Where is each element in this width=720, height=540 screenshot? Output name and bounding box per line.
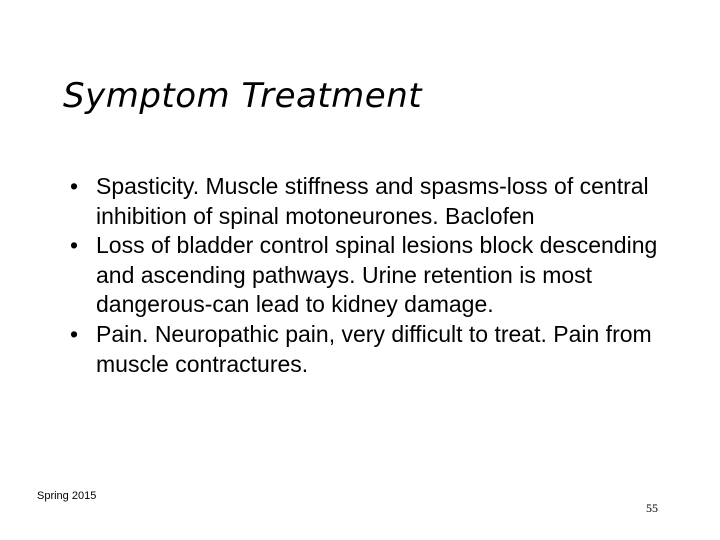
bullet-text: Pain. Neuropathic pain, very difficult to treat. Pain from muscle contractures. <box>96 320 652 377</box>
bullet-icon: • <box>69 173 79 199</box>
page-number: 55 <box>646 501 658 515</box>
bullet-icon: • <box>69 232 79 259</box>
bullet-text: Spasticity. Muscle stiffness and spasms-loss of central inhibition of spinal motoneurones. Baclofen <box>96 173 649 229</box>
footer-date: Spring 2015 <box>37 490 97 502</box>
bullet-text: Loss of bladder control spinal lesions block descending and ascending pathways. Urine retention is most dangerous-can lead to kidney damage. <box>96 232 658 318</box>
slide-title: Symptom Treatment <box>63 76 423 116</box>
bullet-list <box>66 172 666 379</box>
bullet-item <box>66 172 666 231</box>
bullet-icon: • <box>69 320 79 347</box>
bullet-item <box>66 231 666 320</box>
bullet-item <box>66 320 666 379</box>
